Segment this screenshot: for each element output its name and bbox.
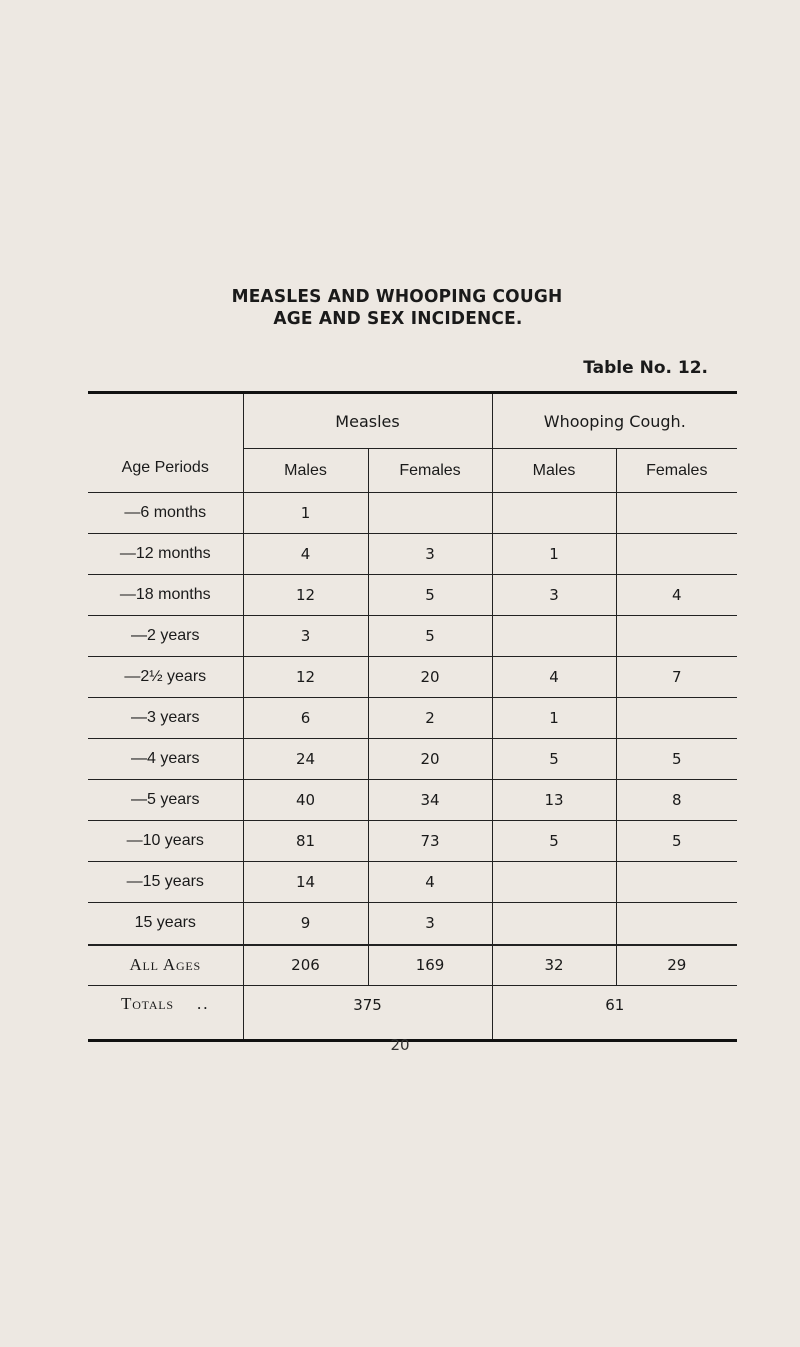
age-period-cell: —15 years (88, 862, 243, 903)
age-period-cell: —4 years (88, 739, 243, 780)
incidence-table (88, 391, 737, 1042)
whooping-females-cell: 5 (616, 739, 737, 780)
table-row (88, 493, 737, 534)
age-period-cell: —5 years (88, 780, 243, 821)
measles-females-cell: 34 (368, 780, 492, 821)
table-row (88, 903, 737, 945)
whooping-females-cell (616, 698, 737, 739)
measles-males-cell: 3 (243, 616, 368, 657)
all-ages-whooping-females: 29 (616, 945, 737, 986)
whooping-females-cell (616, 534, 737, 575)
measles-females-cell: 4 (368, 862, 492, 903)
measles-females-cell: 3 (368, 903, 492, 945)
measles-females-cell: 20 (368, 657, 492, 698)
table-row (88, 534, 737, 575)
measles-males-cell: 24 (243, 739, 368, 780)
whooping-females-cell: 5 (616, 821, 737, 862)
whooping-cough-group-header: Whooping Cough. (492, 393, 737, 449)
whooping-females-cell: 7 (616, 657, 737, 698)
measles-females-cell: 3 (368, 534, 492, 575)
all-ages-measles-males: 206 (243, 945, 368, 986)
table-row (88, 780, 737, 821)
age-period-cell: —2 years (88, 616, 243, 657)
totals-label: Totals (121, 994, 174, 1013)
measles-males-cell: 6 (243, 698, 368, 739)
whooping-males-header: Males (492, 449, 616, 493)
table-row (88, 698, 737, 739)
table-row (88, 739, 737, 780)
measles-females-cell: 73 (368, 821, 492, 862)
whooping-total-cell: 61 (492, 986, 737, 1041)
table-row (88, 862, 737, 903)
measles-males-cell: 4 (243, 534, 368, 575)
totals-row (88, 986, 737, 1041)
whooping-males-cell (492, 616, 616, 657)
table-row (88, 616, 737, 657)
table-row (88, 821, 737, 862)
measles-males-cell: 1 (243, 493, 368, 534)
table-row (88, 657, 737, 698)
whooping-females-cell (616, 862, 737, 903)
whooping-males-cell (492, 493, 616, 534)
measles-females-cell: 20 (368, 739, 492, 780)
age-period-cell: —18 months (88, 575, 243, 616)
whooping-females-cell: 8 (616, 780, 737, 821)
all-ages-measles-females: 169 (368, 945, 492, 986)
measles-males-cell: 9 (243, 903, 368, 945)
measles-total-cell: 375 (243, 986, 492, 1041)
measles-females-cell: 5 (368, 616, 492, 657)
whooping-females-header: Females (616, 449, 737, 493)
measles-females-cell: 5 (368, 575, 492, 616)
totals-label-cell (88, 986, 243, 1041)
measles-males-cell: 14 (243, 862, 368, 903)
age-period-cell: —12 months (88, 534, 243, 575)
measles-females-cell: 2 (368, 698, 492, 739)
whooping-females-cell: 4 (616, 575, 737, 616)
measles-males-cell: 12 (243, 657, 368, 698)
age-period-cell: —10 years (88, 821, 243, 862)
whooping-males-cell: 1 (492, 698, 616, 739)
whooping-males-cell (492, 903, 616, 945)
measles-males-cell: 40 (243, 780, 368, 821)
age-period-cell: —6 months (88, 493, 243, 534)
whooping-males-cell (492, 862, 616, 903)
whooping-males-cell: 3 (492, 575, 616, 616)
whooping-females-cell (616, 616, 737, 657)
measles-males-cell: 81 (243, 821, 368, 862)
whooping-females-cell (616, 493, 737, 534)
whooping-males-cell: 5 (492, 821, 616, 862)
all-ages-row (88, 945, 737, 986)
whooping-males-cell: 1 (492, 534, 616, 575)
all-ages-label: All Ages (88, 945, 243, 986)
whooping-males-cell: 4 (492, 657, 616, 698)
age-period-cell: —3 years (88, 698, 243, 739)
page-number: 20 (390, 1036, 410, 1054)
page-subtitle: AGE AND SEX INCIDENCE. (273, 308, 523, 330)
measles-group-header: Measles (243, 393, 492, 449)
measles-females-cell (368, 493, 492, 534)
whooping-males-cell: 13 (492, 780, 616, 821)
measles-males-cell: 12 (243, 575, 368, 616)
table-number-label: Table No. 12. (583, 358, 708, 378)
measles-males-header: Males (243, 449, 368, 493)
age-period-cell: —2½ years (88, 657, 243, 698)
whooping-females-cell (616, 903, 737, 945)
age-periods-header: Age Periods (88, 393, 243, 493)
whooping-males-cell: 5 (492, 739, 616, 780)
measles-females-header: Females (368, 449, 492, 493)
all-ages-whooping-males: 32 (492, 945, 616, 986)
table-row (88, 575, 737, 616)
totals-dot-leader: .. (196, 994, 210, 1013)
group-header-row (88, 393, 737, 449)
page-title: MEASLES AND WHOOPING COUGH (231, 286, 563, 308)
age-period-cell: 15 years (88, 903, 243, 945)
